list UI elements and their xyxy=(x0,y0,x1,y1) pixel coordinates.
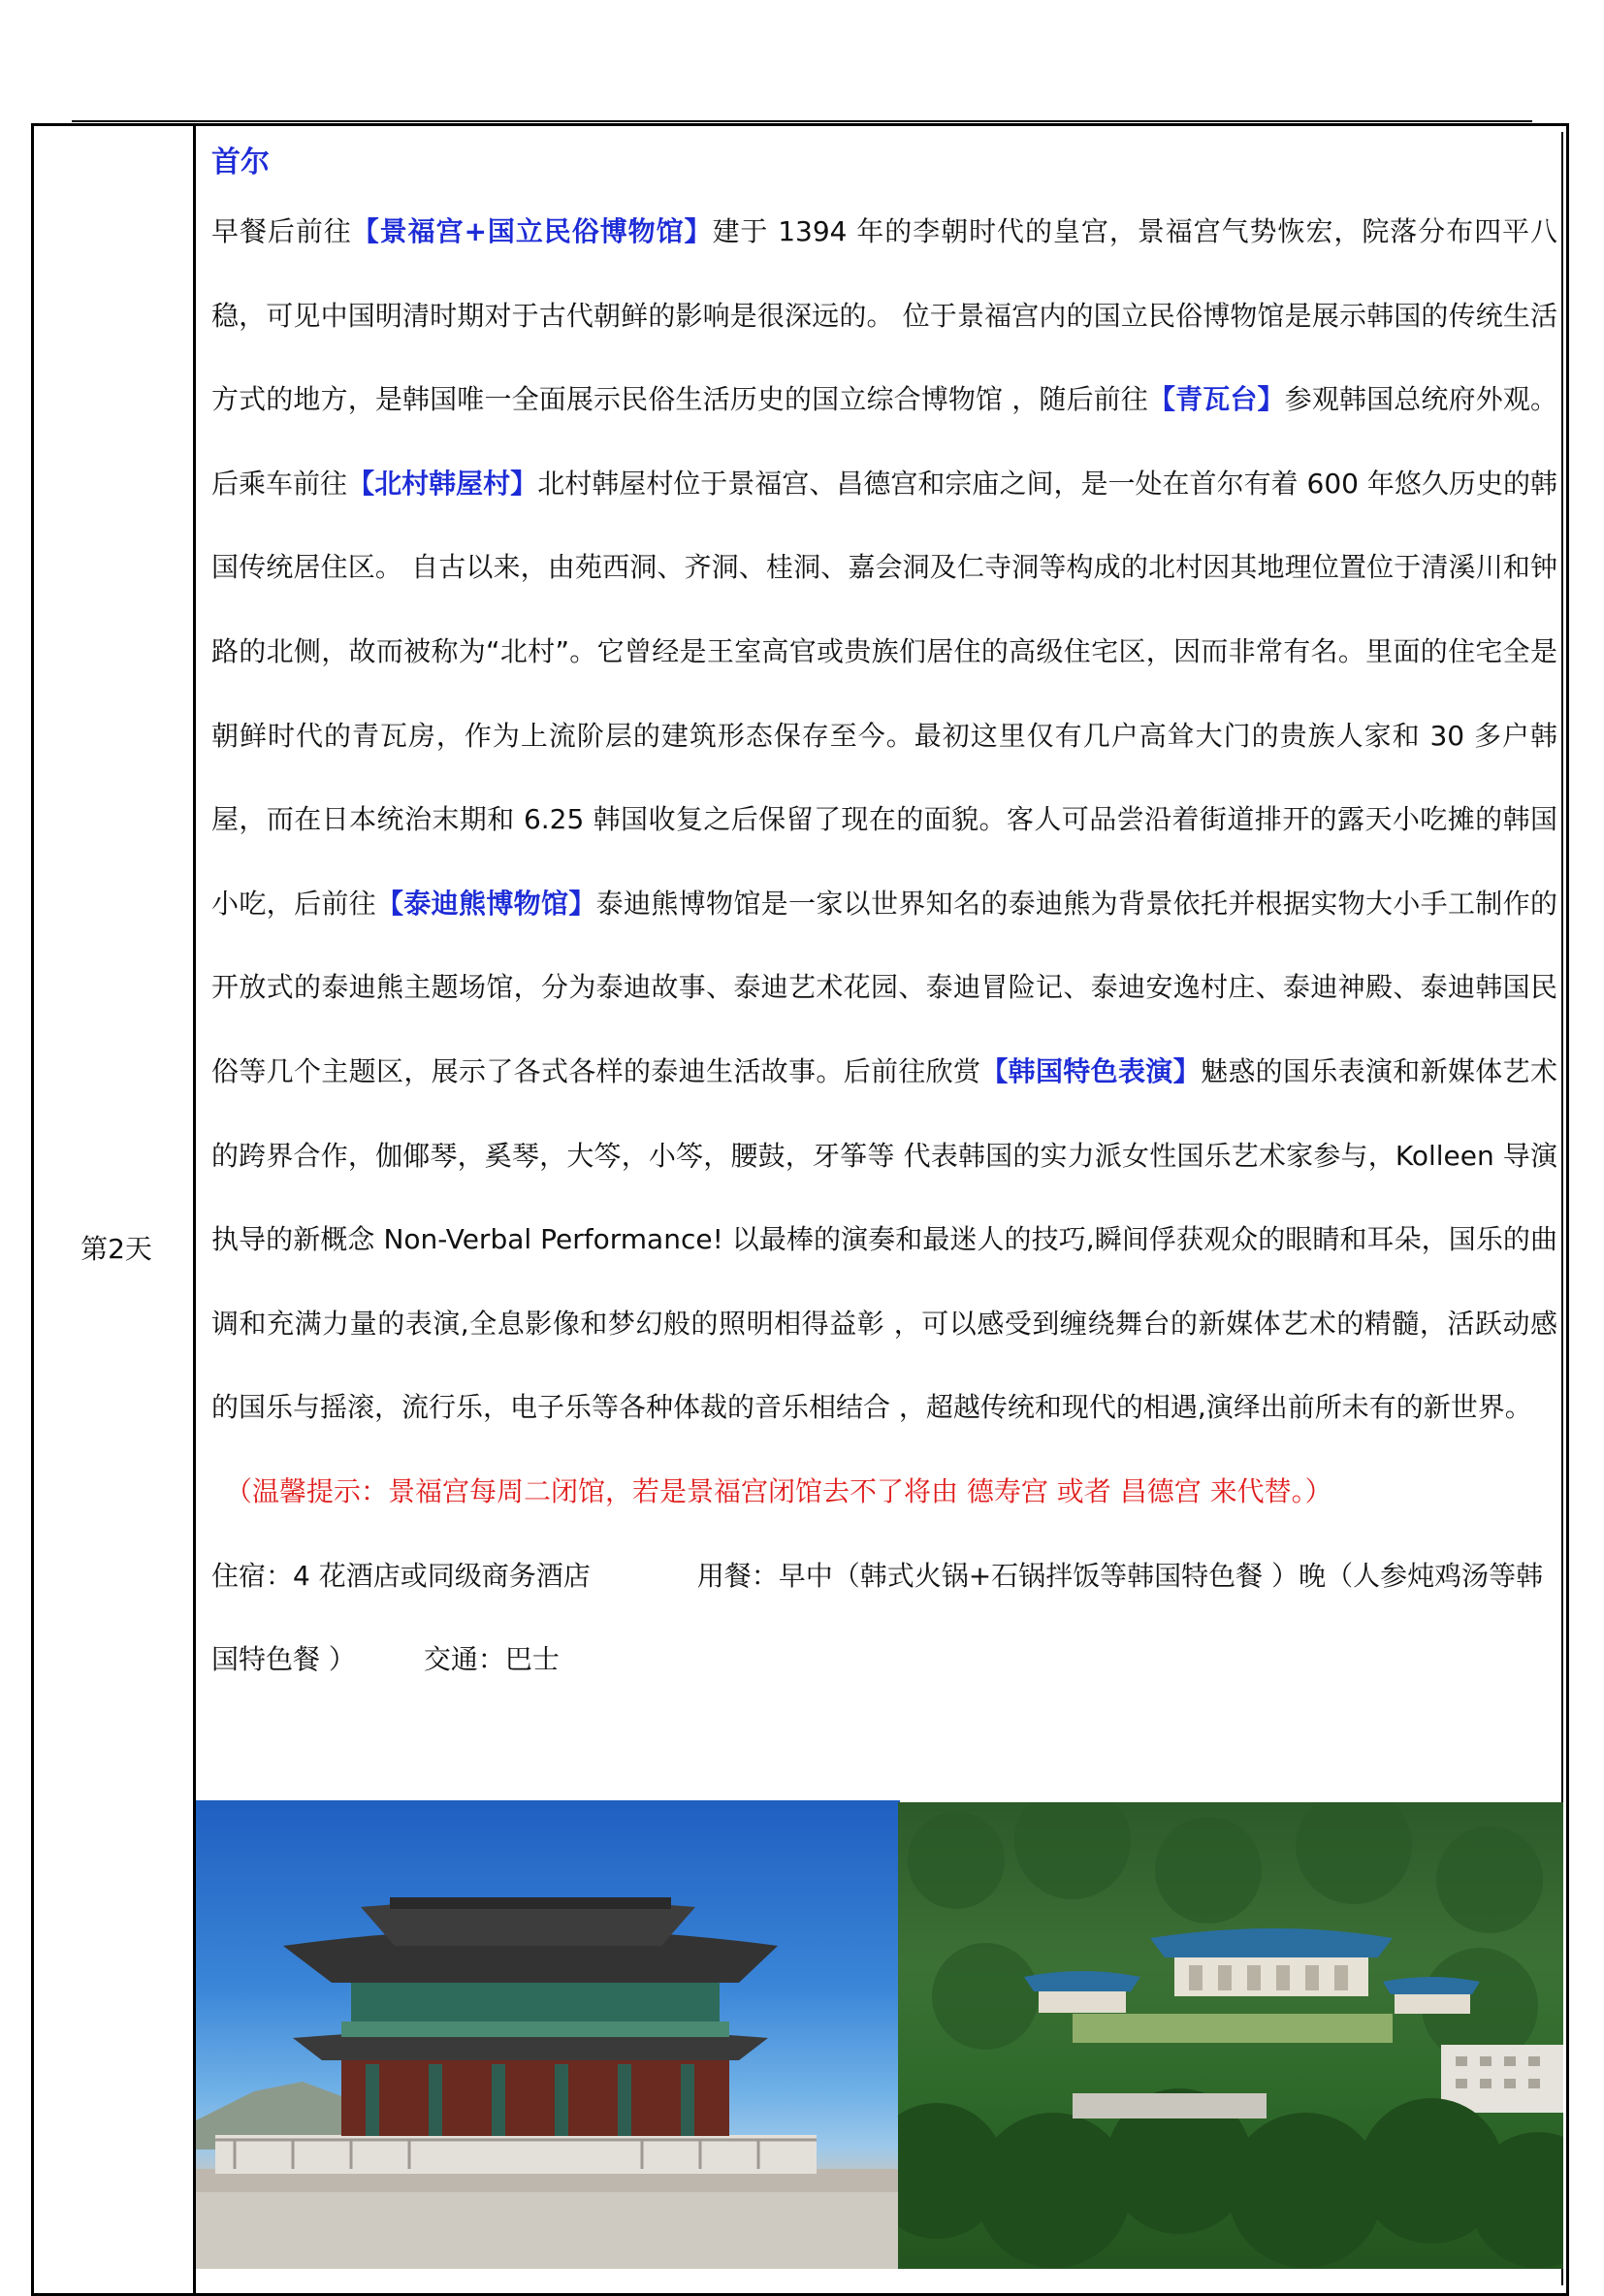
attraction-gyeongbokgung: 【景福宫+国立民俗博物馆】 xyxy=(351,215,713,247)
lodging-info: 住宿：4 花酒店或同级商务酒店 xyxy=(211,1559,591,1592)
lower-bracket-band xyxy=(341,2021,729,2037)
transport-info: 交通：巴士 xyxy=(423,1643,560,1676)
text-segment: 建于 1394 年的李朝时代的皇宫，景福宫气势恢宏，院落分布四平八稳，可见中国明清时期对于古代朝鲜的影响是很深远的。 位于景福宫内的国立民俗博物馆是展示韩国的传统生活方式的地方，是韩国唯一全面展示民俗生活历史的国立综合博物馆 ，随后前往 xyxy=(211,215,1557,416)
services-info xyxy=(211,1535,1557,1702)
lawn xyxy=(1073,2014,1393,2043)
plaza-ground xyxy=(196,2188,900,2269)
text-segment: 魅惑的国乐表演和新媒体艺术的跨界合作，伽倻琴，奚琴，大笒，小笒，腰鼓，牙筝等 代表韩国的实力派女性国乐艺术家参与，Kolleen 导演执导的新概念 Non-Verbal Performance! 以最棒的演奏和最迷人的技巧,瞬间俘获观众的眼睛和耳朵，国乐的曲调和充满力量的表演,全息影像和梦幻般的照明相得益彰 ，可以感受到缠绕舞台的新媒体艺术的精髓，活跃动感的国乐与摇滚，流行乐，电子乐等各种体裁的音乐相结合 ，超越传统和现代的相遇,演绎出前所未有的新世界。 xyxy=(211,1054,1557,1424)
text-segment: 早餐后前往 xyxy=(211,215,352,247)
blue-house-illustration xyxy=(898,1802,1563,2269)
itinerary-text xyxy=(211,190,1557,1450)
palace-illustration xyxy=(196,1800,900,2269)
hall-body xyxy=(341,2060,729,2136)
header-rule xyxy=(72,120,1532,122)
west-wing-roof xyxy=(1024,1971,1140,1991)
lower-rooftop xyxy=(1073,2093,1267,2118)
closure-tip: （温馨提示：景福宫每周二闭馆，若是景福宫闭馆去不了将由 德寿宫 或者 昌德宫 来代替。） xyxy=(225,1474,1332,1507)
east-wing xyxy=(1395,1994,1470,2014)
text-segment: 参观韩国总统府外观。后乘车前往 xyxy=(211,383,1557,500)
text-segment: 泰迪熊博物馆是一家以世界知名的泰迪熊为背景依托并根据实物大小手工制作的开放式的泰迪熊主题场馆，分为泰迪故事、泰迪艺术花园、泰迪冒险记、泰迪安逸村庄、泰迪神殿、泰迪韩国民俗等几个主题区，展示了各式各样的泰迪生活故事。后前往欣赏 xyxy=(211,887,1557,1087)
attraction-bukchon: 【北村韩屋村】 xyxy=(347,467,538,500)
attraction-korean-show: 【韩国特色表演】 xyxy=(980,1054,1201,1087)
ridge-beam xyxy=(390,1897,671,1909)
west-wing xyxy=(1039,1991,1126,2013)
city-heading: 首尔 xyxy=(211,146,270,179)
main-roof xyxy=(1150,1928,1393,1957)
attraction-blue-house: 【青瓦台】 xyxy=(1147,383,1285,416)
gyeongbokgung-photo xyxy=(196,1800,900,2269)
upper-bracket-band xyxy=(351,1981,720,2021)
day-label: 第2天 xyxy=(80,1233,152,1265)
day-content xyxy=(211,136,1557,1702)
attraction-teddy-bear-museum: 【泰迪熊博物馆】 xyxy=(376,887,596,920)
blue-house-photo xyxy=(898,1802,1563,2269)
text-segment: 北村韩屋村位于景福宫、昌德宫和宗庙之间，是一处在首尔有着 600 年悠久历史的韩国传统居住区。 自古以来，由苑西洞、齐洞、桂洞、嘉会洞及仁寺洞等构成的北村因其地理位置位于清溪川和钟路的北侧，故而被称为“北村”。它曾经是王室高官或贵族们居住的高级住宅区，因而非常有名。里面的住宅全是朝鲜时代的青瓦房，作为上流阶层的建筑形态保存至今。最初这里仅有几户高耸大门的贵族人家和 30 多户韩屋，而在日本统治末期和 6.25 韩国收复之后保留了现在的面貌。客人可品尝沿着街道排开的露天小吃摊的韩国小吃，后前往 xyxy=(211,467,1557,920)
meals-info: 用餐：早中（韩式火锅+石锅拌饭等韩国特色餐 ）晚（人参炖鸡汤等韩国特色餐 ） xyxy=(211,1559,1544,1676)
east-wing-roof xyxy=(1383,1977,1480,1994)
